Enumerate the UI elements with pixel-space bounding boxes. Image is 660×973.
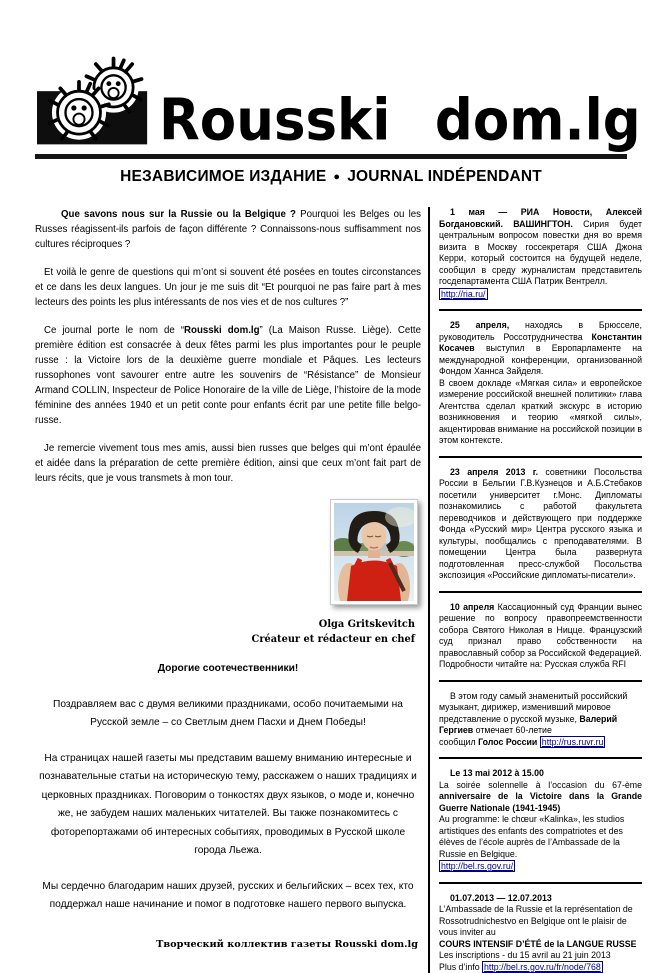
news-item — [439, 893, 642, 973]
news-item — [439, 467, 642, 582]
paragraph-text: ” (La Maison Russe. Liège). Cette première édition est consacrée à deux fêtes parmi les plus importantes pour le peuple russe : la Victoire lors de la deuxième guerre mondiale et Pâques. Les lecteurs russophones vont savourer entre autre les souvenirs de “Résistance” de Monsieur Armand COLLIN, Inspecteur de Police Honoraire de la ville de Liège, l’histoire de la mode féminine des années 1940 et un petit conte pour enfants écrit par une petite fille belgo-russe. — [35, 325, 421, 426]
photo-caption-name: Olga Gritskevitch — [35, 617, 415, 632]
editor-photo — [334, 503, 414, 601]
news-item — [439, 602, 642, 671]
news-name-bold: Валерий Гергиев — [439, 714, 617, 736]
article-paragraph — [35, 207, 421, 252]
tagline — [35, 168, 627, 186]
news-separator — [439, 456, 642, 458]
journal-name-bold: Rousski dom.lg — [184, 325, 259, 336]
news-link[interactable]: http://bel.rs.gov.ru/ — [439, 860, 515, 872]
news-text: находясь в Брюсселе, руководитель Россотрудничества — [439, 320, 642, 342]
paragraph-text: Pourquoi les Belges ou les Russes réagissent-ils parfois de façon différente ? Connaissons-nous suffisamment nos cultures réciproques ? — [35, 209, 421, 250]
news-text: В этом году самый знаменитый российский музыкант, дирижер, изменивший мировое представление о русской музыке, — [439, 691, 627, 724]
photo-caption-role: Créateur et rédacteur en chef — [35, 632, 415, 647]
greeting-paragraph: Мы сердечно благодарим наших друзей, русских и бельгийских – всех тех, кто поддержал наше начинание и помог в подготовке нашего первого выпуска. — [35, 878, 421, 915]
news-separator — [439, 591, 642, 593]
news-text: В своем докладе «Мягкая сила» и европейское измерение российской внешней политики» глава Агентства сделал краткий экскурс в историю возникновения и теорию «мягкой силы», акцентировав внимание на российской позиции в этом контексте. — [439, 378, 642, 447]
masthead — [37, 54, 648, 148]
paragraph-text: Et voilà le genre de questions qui m’ont si souvent été posées en toutes circonstances et ce dans les deux langues. Un jour je me suis dit “Et pourquoi ne pas faire part à mes lecteurs des points les plus intéressants de nos vies et de nos cultures ?” — [35, 267, 421, 308]
greeting-paragraph: Поздравляем вас с двумя великими праздниками, особо почитаемыми на Русской земле – со Светлым днем Пасхи и Днем Победы! — [35, 696, 421, 733]
photo-caption — [35, 617, 415, 647]
news-text: советники Посольства России в Бельгии Г.В.Кузнецов и А.Б.Стебаков посетили университет г.Монс. Дипломаты познакомились с работой факультета переводчиков и действующего при поддержке Фонда «Русский мир» Центра русского языка и культуры, пообщались с преподавателями. В помещении Центра была развернута подготовленная пресс-службой Посольства экспозиция «Российские дипломаты-писатели». — [439, 467, 642, 581]
paragraph-lead-bold: Que savons nous sur la Russie ou la Belgique ? — [61, 209, 296, 220]
news-date-lead: 23 апреля 2013 г. — [450, 467, 538, 477]
news-text: Plus d’info — [439, 962, 482, 972]
two-cartoon-faces-icon — [37, 53, 149, 148]
news-date-lead: 01.07.2013 — 12.07.2013 — [450, 893, 552, 903]
news-link[interactable]: http://bel.rs.gov.ru/fr/node/768 — [482, 961, 603, 973]
paragraph-text: Je remercie vivement tous mes amis, aussi bien russes que belges qui m’ont épaulée et aidée dans la préparation de cette première édition, ainsi que ceux m’ont fait part de leurs récits, que je vous transmets à mon tour. — [35, 443, 421, 484]
news-name-bold: Константин Косачев — [439, 332, 642, 354]
news-date-lead: 10 апреля — [450, 602, 494, 612]
news-separator — [439, 309, 642, 311]
news-column — [428, 207, 642, 973]
main-content — [35, 207, 648, 973]
news-link[interactable]: http://rus.ruvr.ru — [540, 736, 606, 748]
news-text: Les inscriptions - du 15 avril au 21 juin 2013 — [439, 950, 642, 962]
news-item — [439, 207, 642, 300]
tagline-fr: JOURNAL INDÉPENDANT — [347, 168, 542, 185]
news-text: Au programme: le chœur «Kalinka», les studios artistiques des enfants des compatriotes et des élèves de l’école auprès de l’Ambassade de la Russie en Belgique. — [439, 814, 642, 860]
editor-photo-block — [35, 499, 418, 647]
news-text: отмечает 60-летие — [473, 725, 552, 735]
news-item — [439, 320, 642, 447]
news-separator — [439, 680, 642, 682]
news-separator — [439, 882, 642, 884]
article-paragraph — [35, 265, 421, 310]
editorial-column — [35, 207, 421, 973]
logo-wordmark: Rousski dom.lg — [159, 95, 641, 148]
news-event-bold: anniversaire de la Victoire dans la Grande Guerre Nationale (1941-1945) — [439, 791, 642, 813]
greeting-paragraph: На страницах нашей газеты мы представим вашему вниманию интересные и познавательные статьи на историческую тему, расскажем о наших традициях и церковных праздниках. Поговорим о тонкостях двух языков, о моде и, конечно же, не забудем наших маленьких читателей. Вы также познакомитесь с фоторепортажами об интересных событиях, проводимых в Русской школе города Льежа. — [35, 750, 421, 861]
article-paragraph — [35, 323, 421, 428]
news-separator — [439, 757, 642, 759]
news-text: L’Ambassade de la Russie et la représentation de Rossotrudnichestvo en Belgique ont le plaisir de vous inviter au — [439, 904, 642, 939]
news-text: выступил в Европарламенте на международной конференции, организованной Фондом Ханнса Зайделя. — [439, 343, 642, 376]
article-paragraph — [35, 441, 421, 486]
news-text: Сирия будет центральным вопросом повестки дня во время визита в Москву госсекретаря США Джона Керри, который состоится на будущей неделе, сообщил в среду журналистам представитель госдепартамента США Патрик Вентрелл. — [439, 219, 642, 287]
news-item — [439, 691, 642, 749]
news-course-bold: COURS INTENSIF D’ÉTÉ de la LANGUE RUSSE — [439, 939, 636, 949]
news-text: La soirée solennelle à l’occasion du 67-ème — [439, 780, 642, 790]
news-date-lead: 25 апреля, — [450, 320, 509, 330]
news-text: Подробности читайте на: Русская служба RFI — [439, 659, 642, 671]
news-date-lead: Le 13 mai 2012 à 15.00 — [450, 768, 544, 778]
paragraph-text: Ce journal porte le nom de “ — [44, 325, 184, 336]
tagline-dot: ● — [326, 171, 347, 183]
news-link[interactable]: http://ria.ru/ — [439, 288, 488, 300]
photo-frame — [330, 499, 418, 605]
greeting-heading: Дорогие соотечественники! — [35, 660, 421, 679]
tagline-ru: НЕЗАВИСИМОЕ ИЗДАНИЕ — [120, 168, 326, 185]
news-text: сообщил — [439, 737, 478, 747]
news-date-lead: 1 мая — РИА Новости, Алексей Богдановский. ВАШИНГТОН. — [439, 207, 644, 229]
news-text: Кассационный суд Франции вынес решение по вопросу правопреемственности собора Святого Николая в Ницце. Французский суд признал право собственности на православный собор за Российской Федерацией. — [439, 602, 642, 658]
russian-greeting-block — [35, 660, 421, 915]
news-item — [439, 768, 642, 873]
masthead-rule — [35, 154, 627, 159]
news-source-bold: Голос России — [478, 737, 537, 747]
editorial-signature: Творческий коллектив газеты Rousski dom.lg — [35, 939, 421, 950]
